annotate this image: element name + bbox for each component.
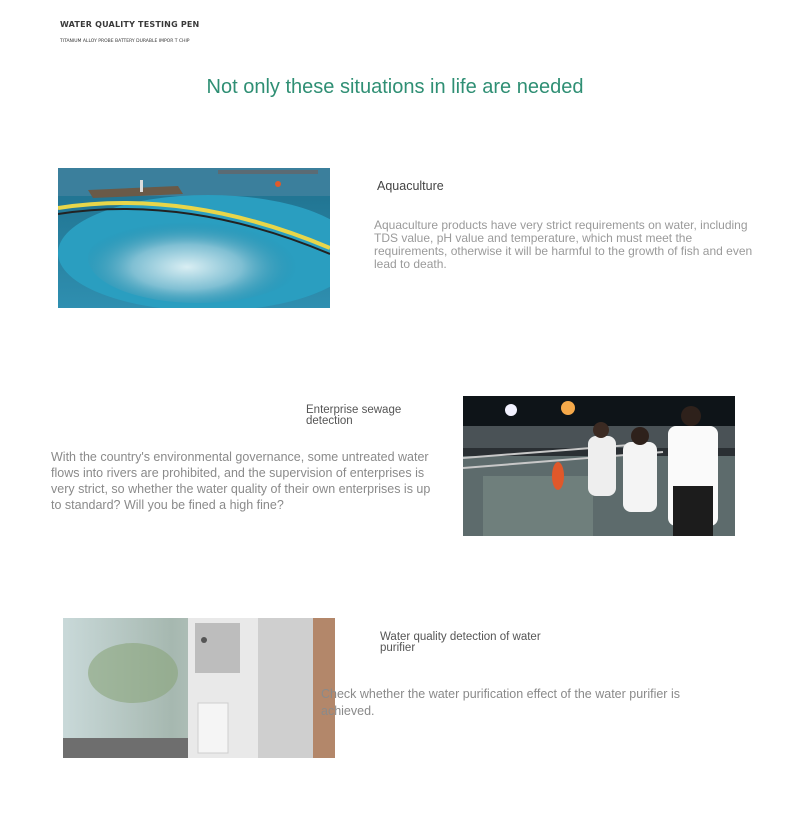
water-purifier-photo	[63, 618, 335, 758]
section-body-purifier: Check whether the water purification effect of the water purifier is achieved.	[321, 687, 680, 718]
section-title-sewage: Enterprise sewage detection	[306, 404, 402, 427]
brand-title: WATER QUALITY TESTING PEN	[60, 20, 200, 29]
section-body-sewage: With the country's environmental governance, some untreated water flows into rivers are prohibited, and the supervision of enterprises is very strict, so whether the water quality of their own enterprises is up to standard? Will you be fined a high fine?	[51, 450, 431, 512]
section-title-purifier: Water quality detection of water purifier	[380, 631, 541, 654]
section-title-aquaculture: Aquaculture	[377, 179, 444, 193]
aquaculture-photo	[58, 168, 330, 308]
page-headline: Not only these situations in life are needed	[206, 76, 584, 98]
brand-subtitle: TITANIUM ALLOY PROBE BATTERY DURABLE IMPOR T CHIP	[60, 39, 190, 44]
section-body-aquaculture: Aquaculture products have very strict requirements on water, including TDS value, pH value and temperature, which must meet the requirements, otherwise it will be harmful to the growth of fish and even lead to death.	[374, 218, 753, 271]
sewage-photo	[463, 396, 735, 536]
